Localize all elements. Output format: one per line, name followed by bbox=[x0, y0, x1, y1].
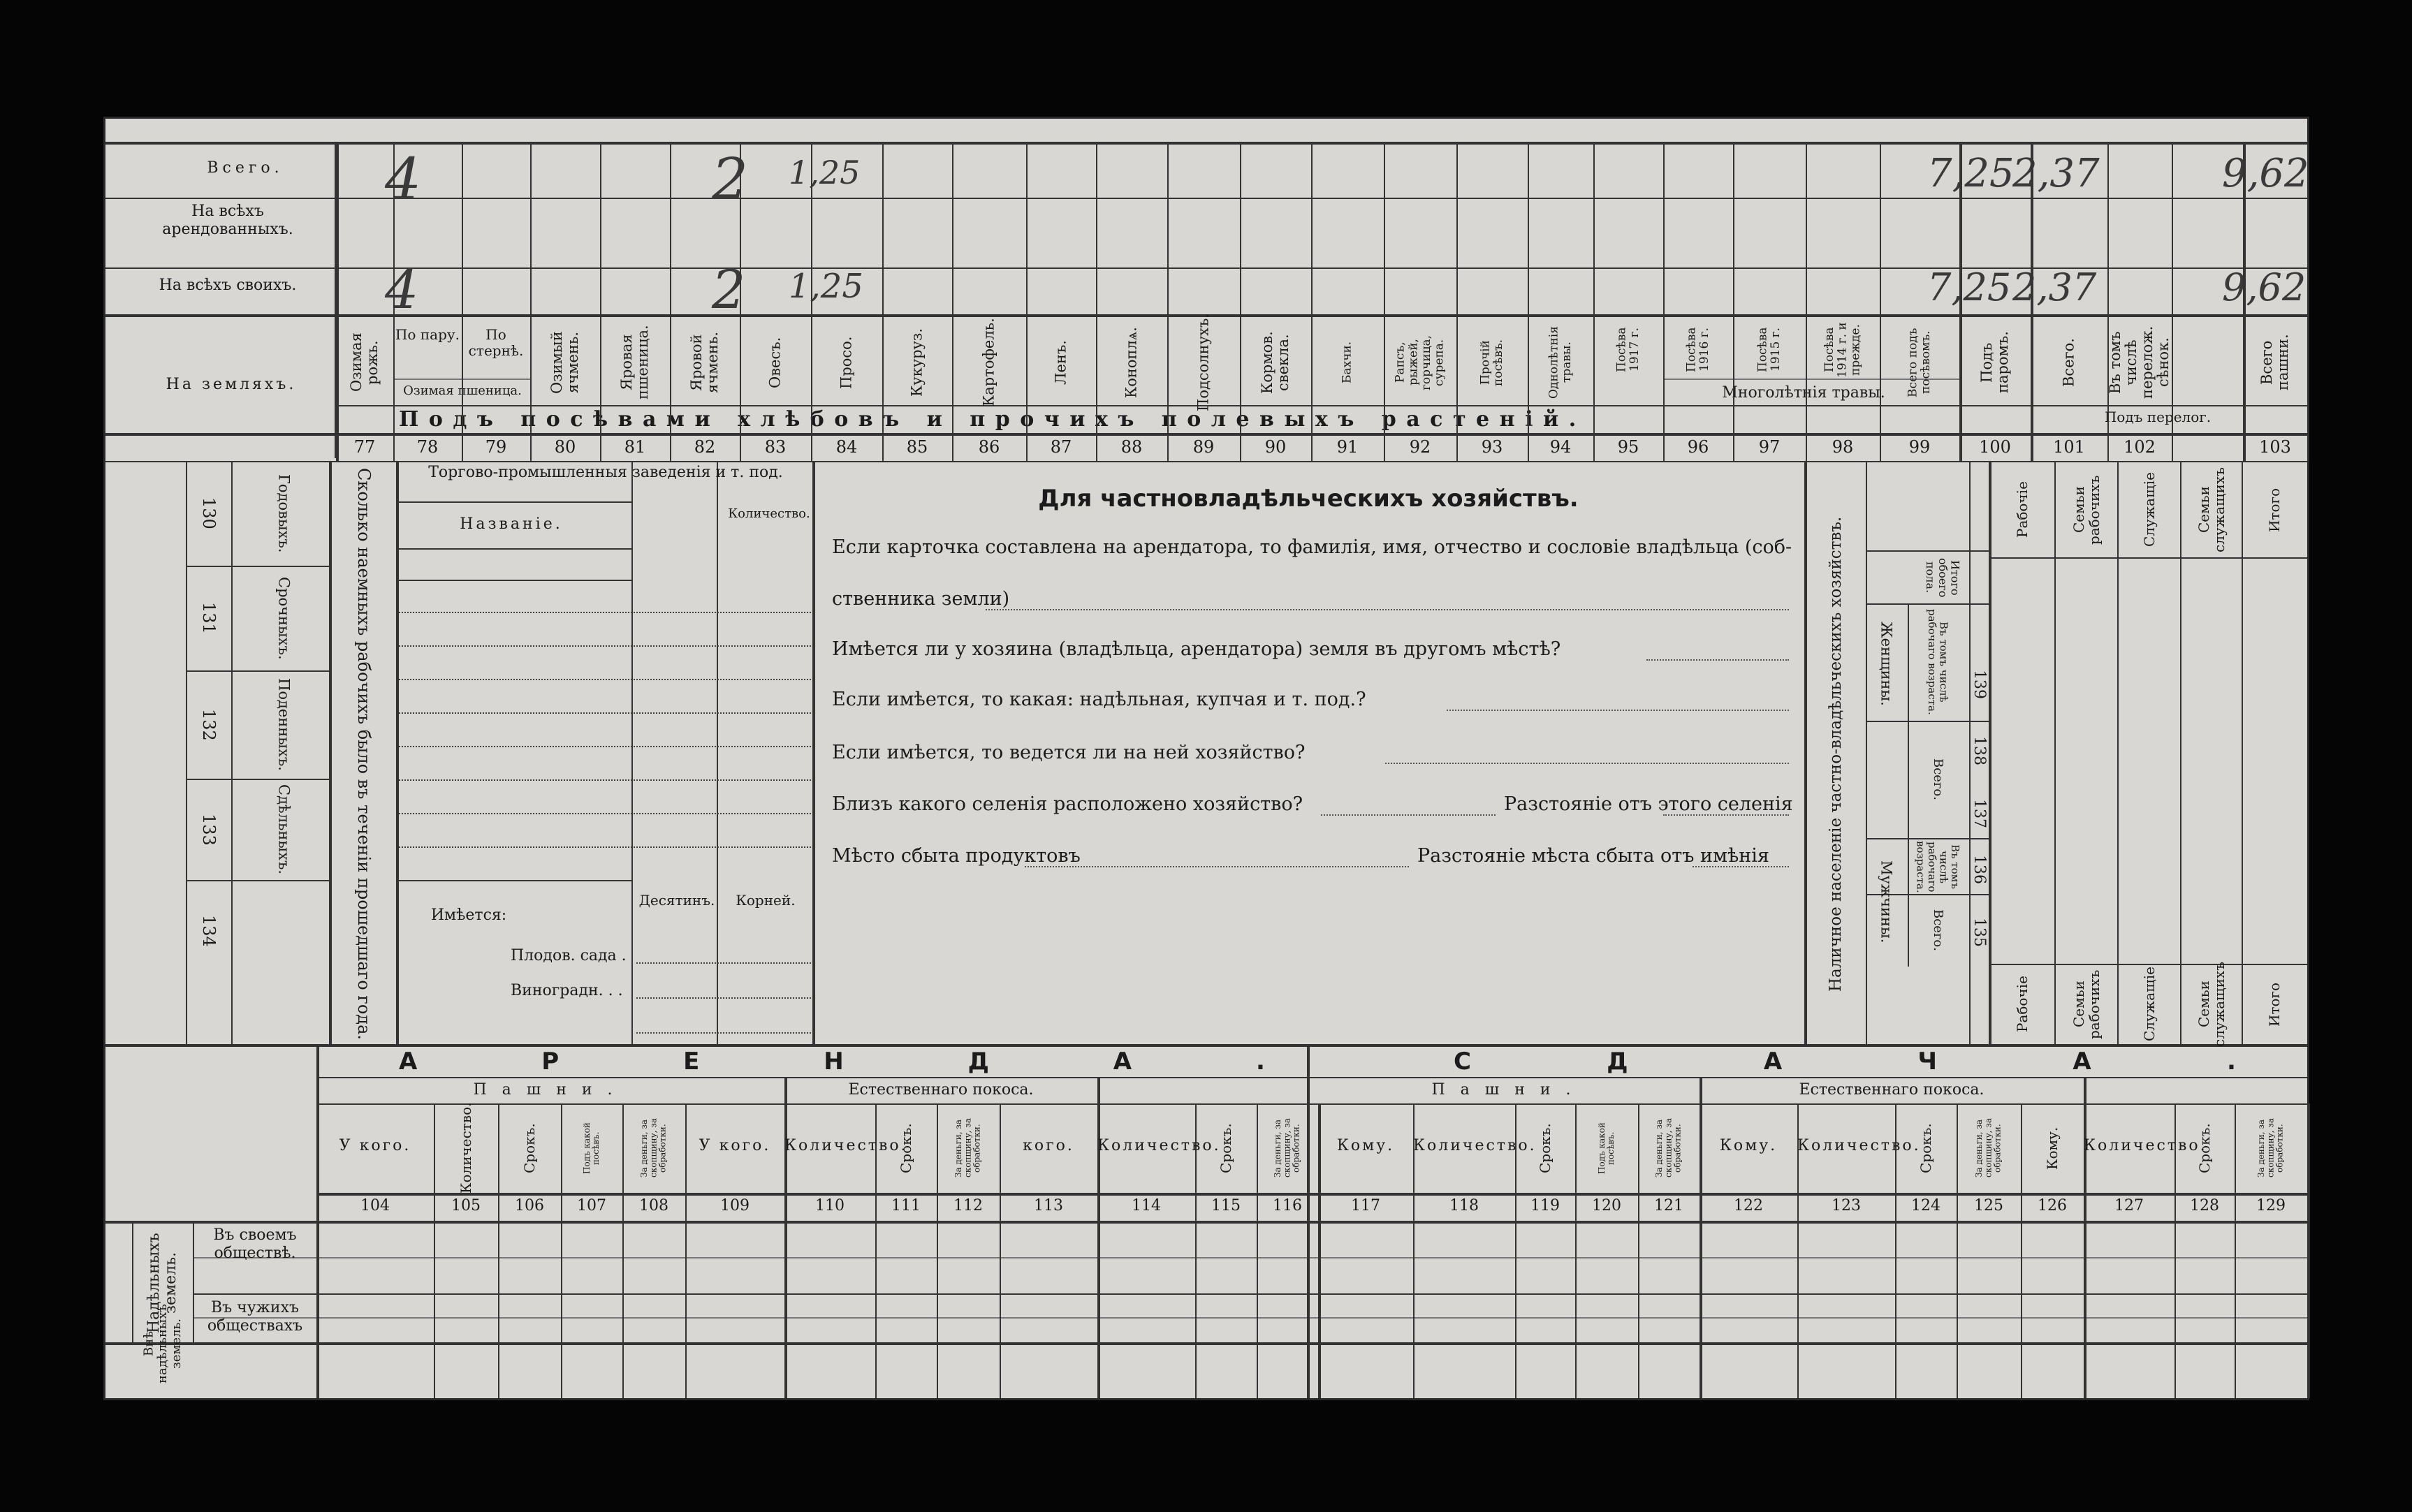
arenda-head-114: Количество. bbox=[1097, 1137, 1221, 1154]
hw-own-rye: 4 bbox=[385, 258, 419, 321]
sdacha-letters-letter-5: . bbox=[2227, 1048, 2236, 1076]
worker-col-133-num: 133 bbox=[199, 813, 219, 846]
worker-col-132-num: 132 bbox=[199, 708, 219, 741]
col-num-93: 93 bbox=[1481, 437, 1503, 457]
arenda-col-num-119: 119 bbox=[1530, 1197, 1560, 1214]
arenda-head-125: За деньги, за скопщину, за обработки. bbox=[1974, 1118, 2003, 1178]
arenda-head-104: У кого. bbox=[339, 1137, 411, 1154]
crop-header-12: Коноплѧ. bbox=[1123, 327, 1140, 398]
arenda-letters-letter-3: Н bbox=[824, 1048, 844, 1076]
crop-header-27: Всего пашни. bbox=[2258, 334, 2291, 391]
crop-header-3: По стернѣ. bbox=[468, 326, 524, 359]
hw-total-oves: 1,25 bbox=[789, 154, 861, 191]
pop-col-bottom-1: Рабочiе bbox=[2014, 976, 2031, 1033]
arenda-col-num-118: 118 bbox=[1449, 1197, 1479, 1214]
hw-total-103: 9,62 bbox=[2222, 151, 2309, 196]
sd-pokos-header: Естественнаго покоса. bbox=[1799, 1081, 1985, 1099]
col-num-87: 87 bbox=[1050, 437, 1072, 457]
crop-header-13: Подсолнухъ. bbox=[1194, 314, 1212, 411]
arenda-head-121: За деньги, за скопщину, за обработки. bbox=[1654, 1118, 1683, 1178]
arenda-head-115: Срокъ. bbox=[1218, 1123, 1234, 1173]
arenda-head-105: Количество. bbox=[458, 1102, 474, 1194]
crop-header-23: Всего подъ посѣвомъ. bbox=[1906, 328, 1933, 397]
col-num-91: 91 bbox=[1336, 437, 1359, 457]
sdacha-letters-letter-4: А bbox=[2073, 1048, 2091, 1076]
pop-women-total: Всего. bbox=[1930, 758, 1945, 800]
col-num-84: 84 bbox=[835, 437, 858, 457]
col-num-80: 80 bbox=[554, 437, 576, 457]
arenda-col-num-110: 110 bbox=[815, 1197, 845, 1214]
worker-col-133-label: Сдѣльныхъ. bbox=[275, 784, 293, 875]
sdacha-letters-letter-2: А bbox=[1763, 1048, 1783, 1076]
pop-men-total: Всего. bbox=[1930, 909, 1945, 951]
arenda-head-118: Количество. bbox=[1413, 1137, 1537, 1154]
arenda-head-128: Срокъ. bbox=[2196, 1123, 2213, 1173]
private-line-8: Мѣсто сбыта продуктовъ bbox=[832, 845, 1081, 867]
pop-men: Мужчины. bbox=[1878, 860, 1895, 944]
row-total-label: Всего. bbox=[207, 159, 284, 177]
arenda-col-num-114: 114 bbox=[1132, 1197, 1161, 1214]
sdacha-title bbox=[1454, 1048, 2236, 1076]
arenda-letters-letter-4: Д bbox=[967, 1048, 989, 1076]
mnogolet-group-label: Многолѣтнiя травы. bbox=[1722, 384, 1885, 402]
arenda-col-num-128: 128 bbox=[2190, 1197, 2219, 1214]
trade-title: Торгово-промышленныя заведенiя и т. под. bbox=[428, 464, 783, 481]
col-num-95: 95 bbox=[1617, 437, 1639, 457]
arenda-head-122: Кому. bbox=[1719, 1137, 1778, 1154]
crop-header-10: Картофель. bbox=[980, 318, 997, 407]
col-num-85: 85 bbox=[906, 437, 928, 457]
arenda-col-num-109: 109 bbox=[720, 1197, 750, 1214]
pop-col-top-5: Итого bbox=[2266, 487, 2283, 532]
crop-header-16: Рапсъ, рыжей, горчица, сурепа. bbox=[1393, 335, 1447, 390]
private-title: Для частновладѣльческихъ хозяйствъ. bbox=[1038, 485, 1579, 513]
worker-col-131-num: 131 bbox=[199, 602, 219, 634]
pop-men-incl: Въ томъ числѣ рабочаго возраста. bbox=[1914, 840, 1961, 893]
hw-total-99: 7,25 bbox=[1927, 151, 2015, 196]
arenda-head-109: У кого. bbox=[699, 1137, 771, 1154]
arenda-col-num-127: 127 bbox=[2114, 1197, 2144, 1214]
col-num-88: 88 bbox=[1120, 437, 1143, 457]
arenda-head-126: Кому. bbox=[2044, 1126, 2061, 1170]
hw-total-100: 2,37 bbox=[2012, 151, 2100, 196]
pop-women-incl: Въ томъ числѣ рабочаго возраста. bbox=[1926, 609, 1950, 715]
col-num-102: 102 bbox=[2124, 437, 2156, 457]
arenda-head-127: Количество. bbox=[2084, 1137, 2207, 1154]
arenda-title bbox=[399, 1048, 1265, 1076]
arenda-head-106: Срокъ. bbox=[521, 1123, 538, 1173]
arenda-col-num-126: 126 bbox=[2038, 1197, 2067, 1214]
trade-orchard: Плодов. сада . bbox=[511, 947, 627, 964]
arenda-col-num-111: 111 bbox=[891, 1197, 921, 1214]
private-line-5: Если имѣется, то ведется ли на ней хозяйство? bbox=[832, 742, 1306, 763]
sown-banner: Подъ посѣвами хлѣбовъ и прочихъ полевыхъ растенiй. bbox=[399, 406, 1586, 432]
arenda-head-123: Количество. bbox=[1797, 1137, 1921, 1154]
pop-women: Женщины. bbox=[1878, 621, 1895, 706]
pop-col-top-4: Семьи служащихъ bbox=[2195, 467, 2228, 552]
arenda-head-112: За деньги, за скопщину, за обработки. bbox=[953, 1118, 982, 1178]
col-num-92: 92 bbox=[1409, 437, 1431, 457]
arenda-col-num-115: 115 bbox=[1211, 1197, 1241, 1214]
sdacha-letters-letter-3: Ч bbox=[1917, 1048, 1938, 1076]
trade-qty-col: Количество. bbox=[728, 506, 810, 521]
crop-header-7: Овесъ. bbox=[766, 337, 784, 388]
arenda-head-129: За деньги, за скопщину, за обработки. bbox=[2256, 1118, 2285, 1178]
pop-col-bottom-4: Семьи служащихъ bbox=[2195, 962, 2228, 1047]
row-chuzhih: Въ чужихъ обществахъ bbox=[207, 1299, 303, 1335]
worker-col-132-label: Поденныхъ. bbox=[275, 678, 293, 771]
arenda-col-num-113: 113 bbox=[1034, 1197, 1063, 1214]
worker-col-130-num: 130 bbox=[199, 497, 219, 529]
crop-header-8: Просо. bbox=[838, 336, 855, 389]
sd-pashni-header: Пашни. bbox=[1431, 1081, 1586, 1099]
arenda-col-num-121: 121 bbox=[1654, 1197, 1683, 1214]
pop-total-both: Итого обоего пола. bbox=[1924, 557, 1962, 598]
arenda-head-124: Срокъ. bbox=[1917, 1123, 1934, 1173]
crop-header-4: Озимый ячмень. bbox=[548, 331, 581, 394]
arenda-head-111: Срокъ. bbox=[898, 1123, 914, 1173]
crop-header-20: Посѣва 1916 г. bbox=[1684, 327, 1711, 373]
crop-header-1: Озимая рожь. bbox=[347, 332, 381, 392]
pop-col-top-1: Рабочiе bbox=[2014, 481, 2031, 538]
workers-vertical-title: Сколько наемныхъ рабочихъ было въ теченiи прошедшаго года. bbox=[354, 468, 374, 1041]
crop-header-17: Прочiй посѣвъ. bbox=[1478, 339, 1505, 386]
pop-num-139: 139 bbox=[1971, 670, 1989, 699]
col-num-101: 101 bbox=[2053, 437, 2085, 457]
col-num-86: 86 bbox=[978, 437, 1000, 457]
col-num-94: 94 bbox=[1549, 437, 1572, 457]
ar-pokos-header: Естественнаго покоса. bbox=[848, 1081, 1034, 1099]
arenda-col-num-120: 120 bbox=[1592, 1197, 1621, 1214]
trade-vineyard: Виноградн. . . bbox=[511, 982, 623, 999]
arenda-col-num-129: 129 bbox=[2256, 1197, 2286, 1214]
pop-col-bottom-2: Семьи рабочихъ bbox=[2070, 969, 2103, 1039]
arenda-head-110: Количество. bbox=[784, 1137, 908, 1154]
pop-num-137: 137 bbox=[1971, 799, 1989, 828]
trade-has-label: Имѣется: bbox=[430, 907, 507, 924]
ozimaya-group-label: Озимая пшеница. bbox=[403, 383, 522, 398]
pop-num-136: 136 bbox=[1971, 855, 1989, 884]
col-num-100: 100 bbox=[1979, 437, 2011, 457]
hw-own-99: 7,25 bbox=[1927, 265, 2012, 309]
col-num-98: 98 bbox=[1832, 437, 1854, 457]
private-line-3: Имѣется ли у хозяина (владѣльца, арендатора) земля въ другомъ мѣстѣ? bbox=[832, 638, 1561, 660]
arenda-head-108: За деньги, за скопщину, за обработки. bbox=[639, 1118, 668, 1178]
crop-header-22: Посѣва 1914 г. и прежде. bbox=[1822, 322, 1863, 378]
arenda-head-119: Срокъ. bbox=[1537, 1123, 1554, 1173]
crop-header-24: Подъ паромъ. bbox=[1978, 331, 2011, 394]
sdacha-letters-letter-1: Д bbox=[1607, 1048, 1628, 1076]
col-num-97: 97 bbox=[1758, 437, 1781, 457]
worker-col-134-num: 134 bbox=[199, 914, 219, 947]
crop-header-25: Всего. bbox=[2060, 338, 2077, 387]
hw-own-103: 9,62 bbox=[2222, 265, 2307, 309]
row-svoem: Въ своемъ обществѣ. bbox=[213, 1226, 297, 1263]
crop-header-9: Кукуруз. bbox=[908, 328, 926, 397]
pop-num-138: 138 bbox=[1971, 736, 1989, 765]
private-line-4: Если имѣется, то какая: надѣльная, купчая и т. под.? bbox=[832, 689, 1366, 710]
private-line-2: ственника земли) bbox=[832, 588, 1010, 610]
arenda-letters-letter-0: А bbox=[399, 1048, 418, 1076]
row-group-nadel: Надѣльныхъ земель. bbox=[145, 1233, 180, 1333]
crop-header-21: Посѣва 1915 г. bbox=[1755, 327, 1783, 373]
arenda-col-num-116: 116 bbox=[1273, 1197, 1302, 1214]
population-vertical-title: Наличное населенiе частно-владѣльческихъ хозяйствъ. bbox=[1826, 516, 1845, 992]
arenda-col-num-122: 122 bbox=[1734, 1197, 1763, 1214]
ar-pashni-header: Пашни. bbox=[473, 1081, 628, 1099]
arenda-letters-letter-5: А bbox=[1113, 1048, 1132, 1076]
crop-header-15: Бахчи. bbox=[1340, 341, 1354, 384]
col-num-81: 81 bbox=[624, 437, 646, 457]
arenda-letters-letter-1: Р bbox=[541, 1048, 560, 1076]
arenda-col-num-106: 106 bbox=[515, 1197, 544, 1214]
col-num-82: 82 bbox=[694, 437, 716, 457]
trade-korney: Корней. bbox=[736, 892, 796, 909]
pop-col-bottom-5: Итого bbox=[2266, 982, 2283, 1027]
col-num-96: 96 bbox=[1687, 437, 1709, 457]
private-line-7: Разстоянiе отъ этого селенiя bbox=[1504, 793, 1793, 815]
arenda-col-num-107: 107 bbox=[577, 1197, 606, 1214]
private-line-6: Близъ какого селенiя расположено хозяйство? bbox=[832, 793, 1303, 815]
col-num-83: 83 bbox=[764, 437, 787, 457]
arenda-col-num-117: 117 bbox=[1351, 1197, 1380, 1214]
fallow-group-label: Подъ перелог. bbox=[2104, 409, 2212, 425]
crop-header-26: Въ томъ числѣ перелож. сѣнок. bbox=[2106, 325, 2172, 399]
worker-col-130-label: Годовыхъ. bbox=[275, 474, 293, 553]
private-line-1: Если карточка составлена на арендатора, то фамилiя, имя, отчество и сословiе владѣльца (соб- bbox=[832, 536, 1792, 558]
col-num-77: 77 bbox=[353, 437, 376, 457]
sdacha-letters-letter-0: С bbox=[1454, 1048, 1471, 1076]
row-on-lands-label: На земляхъ. bbox=[166, 376, 297, 393]
arenda-col-num-105: 105 bbox=[451, 1197, 481, 1214]
row-rented-label: На всѣхъ арендованныхъ. bbox=[162, 203, 293, 239]
hw-total-rye: 4 bbox=[385, 147, 422, 213]
arenda-head-107: Подъ какой посѣвъ. bbox=[581, 1122, 601, 1174]
hw-own-jarovoi: 2 bbox=[712, 258, 746, 321]
trade-desyatin: Десятинъ. bbox=[638, 892, 715, 909]
arenda-letters-letter-6: . bbox=[1256, 1048, 1265, 1076]
arenda-head-116: За деньги, за скопщину, за обработки. bbox=[1273, 1118, 1301, 1178]
crop-header-14: Кормов. свекла. bbox=[1258, 331, 1292, 394]
crop-header-2: По пару. bbox=[395, 326, 460, 343]
col-num-89: 89 bbox=[1192, 437, 1215, 457]
crop-header-5: Яровая пшеница. bbox=[617, 325, 651, 400]
col-num-79: 79 bbox=[485, 437, 507, 457]
worker-col-131-label: Срочныхъ. bbox=[275, 576, 293, 660]
private-line-9: Разстоянiе мѣста сбыта отъ имѣнiя bbox=[1417, 845, 1769, 867]
arenda-col-num-112: 112 bbox=[953, 1197, 983, 1214]
crop-header-18: Однолѣтнiя травы. bbox=[1547, 326, 1574, 399]
col-num-103: 103 bbox=[2259, 437, 2291, 457]
pop-col-top-3: Служащiе bbox=[2141, 472, 2158, 548]
census-card: Всего. На всѣхъ арендованныхъ. На всѣхъ своихъ. На земляхъ. Озимая пшеница. Многолѣтнiя травы. Подъ перелог. Подъ посѣвами хлѣбовъ и прочихъ полевыхъ растенiй. 4 2 1,25 7,25 2,37 9,62 4 2 1,25 7,25 2,37 9,62 130 Годовыхъ. 131 Срочныхъ. 132 Поденныхъ. 133 Сдѣльныхъ. 134 Сколько наемныхъ рабочихъ было въ теченiи прошедшаго года. Торгово-промышленныя заведенiя и т. под. Названiе. Количество. Имѣется: Десятинъ. Корней. Плодов. сада . Виноградн. . . Для частновладѣльческихъ хозяйствъ. Если карточка составлена на арендатора, то фамилiя, имя, отчество и сословiе владѣльца (соб- ственника земли) Имѣется ли у хозяина (владѣльца, арендатора) земля въ другомъ мѣстѣ? Если имѣется, то какая: надѣльная, купчая и т. под.? Если имѣется, то ведется ли на ней хозяйство? Близъ какого селенiя расположено хозяйство? Разстоянiе отъ этого селенiя Мѣсто сбыта продуктовъ Разстоянiе мѣста сбыта отъ имѣнiя Наличное населенiе частно-владѣльческихъ хозяйствъ. Итого обоего пола. Женщины. Мужчины. Въ томъ числѣ рабочаго возраста. Всего. Въ томъ числѣ рабочаго возраста. Всего. 139 138 137 136 135 А Р Е Н Д А . С Д А Ч А . Надѣльныхъ земель. Внѣ надѣльныхъ земель. Въ своемъ обществѣ. Въ чужихъ обществахъ Озимая рожь. 77 По пару. 78 По стернѣ. 79 Озимый ячмень. 80 Яровая пшеница. 81 Яровой ячмень. 82 Овесъ. 83 Просо. 84 Кукуруз. 85 Картофель. 86 Ленъ. 87 Коноплѧ. 88 Подсолнухъ. 89 Кормов. свекла. 90 Бахчи. 91 Рапсъ, рыжей, горчица, сурепа. 92 Прочiй посѣвъ. 93 Однолѣтнiя травы. 94 Посѣва 1917 г. 95 Посѣва 1916 г. 96 Посѣва 1915 г. 97 Посѣва 1914 г. и прежде. 98 Всего подъ посѣвомъ. 99 Подъ паромъ. 100 Всего. 101 Въ томъ числѣ перелож. сѣнок. 102 Всего пашни. 103 Рабочiе Рабочiе Семьи рабочихъ Семьи рабочихъ Служащiе Служащiе Семьи служащихъ Семьи служащихъ Итого Итого Пашни. Естественнаго покоса. Пашни. Естественнаго покоса. У кого. 104 Количество. 105 Срокъ. 106 Подъ какой посѣвъ. 107 За деньги, за скопщину, за обработки. 108 У кого. 109 Количество. 110 Срокъ. 111 За деньги, за скопщину, за обработки. 112 кого. 113 Количество. 114 Срокъ. 115 За деньги, за скопщину, за обработки. 116 Кому. 117 Количество. 118 Срокъ. 119 Подъ какой посѣвъ. 120 За деньги, за скопщину, за обработки. 121 Кому. 122 Количество. 123 Срокъ. 124 За деньги, за скопщину, за обработки. 125 Кому. 126 Количество. 127 Срокъ. 128 За деньги, за скопщину, за обработки. 129 bbox=[103, 117, 2309, 1400]
trade-name-col: Названiе. bbox=[460, 515, 563, 533]
row-own-label: На всѣхъ своихъ. bbox=[159, 277, 297, 294]
arenda-head-117: Кому. bbox=[1336, 1137, 1395, 1154]
arenda-col-num-123: 123 bbox=[1832, 1197, 1861, 1214]
pop-col-top-2: Семьи рабочихъ bbox=[2070, 475, 2103, 545]
col-num-90: 90 bbox=[1264, 437, 1287, 457]
crop-header-6: Яровой ячмень. bbox=[687, 332, 721, 393]
col-num-78: 78 bbox=[416, 437, 439, 457]
col-num-99: 99 bbox=[1908, 437, 1931, 457]
arenda-col-num-108: 108 bbox=[639, 1197, 668, 1214]
arenda-col-num-125: 125 bbox=[1974, 1197, 2003, 1214]
hw-total-jarovoi: 2 bbox=[712, 147, 749, 213]
pop-num-135: 135 bbox=[1971, 918, 1989, 947]
crop-header-19: Посѣва 1917 г. bbox=[1614, 327, 1642, 373]
arenda-letters-letter-2: Е bbox=[683, 1048, 700, 1076]
arenda-col-num-104: 104 bbox=[360, 1197, 390, 1214]
arenda-col-num-124: 124 bbox=[1911, 1197, 1940, 1214]
hw-own-100: 2,37 bbox=[2012, 265, 2097, 309]
pop-col-bottom-3: Служащiе bbox=[2141, 967, 2158, 1042]
arenda-head-113: кого. bbox=[1023, 1137, 1074, 1154]
hw-own-oves: 1,25 bbox=[789, 267, 863, 306]
crop-header-11: Ленъ. bbox=[1052, 340, 1069, 385]
arenda-head-120: Подъ какой посѣвъ. bbox=[1596, 1122, 1616, 1174]
